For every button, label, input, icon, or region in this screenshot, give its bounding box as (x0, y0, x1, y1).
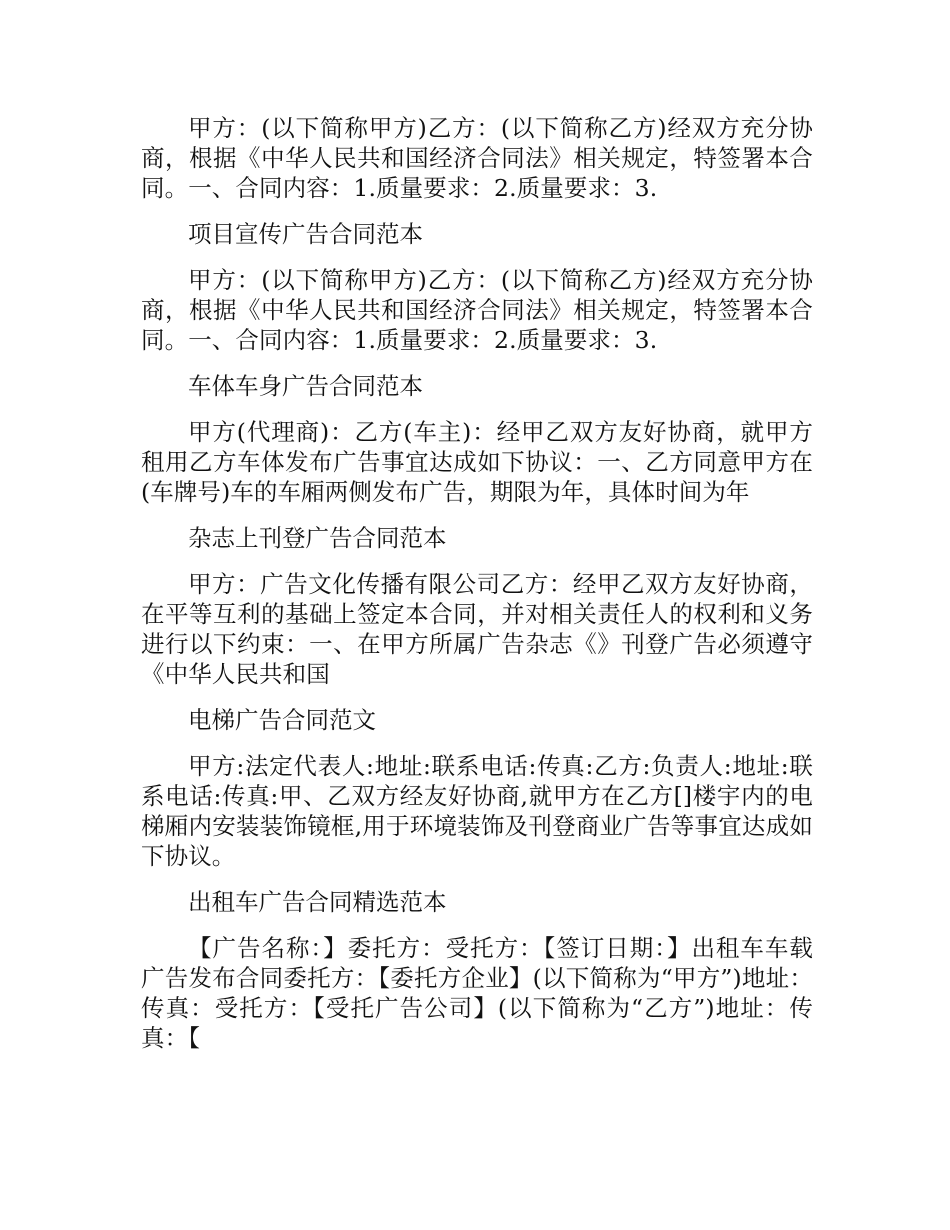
paragraph-6: 【广告名称：】委托方：受托方：【签订日期：】出租车车载广告发布合同委托方：【委托方企业】(以下简称为“甲方”)地址：传真：受托方：【受托广告公司】(以下简称为“乙方”)地址：传真：【 (141, 934, 813, 1052)
paragraph-5: 甲方:法定代表人:地址:联系电话:传真:乙方:负责人:地址:联系电话:传真:甲、乙双方经友好协商,就甲方在乙方[]楼宇内的电梯厢内安装装饰镜框,用于环境装饰及刊登商业广告等事宜达成如下协议。 (141, 752, 813, 870)
heading-taxi-ad-contract: 出租车广告合同精选范本 (188, 888, 447, 916)
heading-magazine-ad-contract: 杂志上刊登广告合同范本 (188, 524, 447, 552)
paragraph-1: 甲方：(以下简称甲方)乙方：(以下简称乙方)经双方充分协商，根据《中华人民共和国经济合同法》相关规定，特签署本合同。一、合同内容：1.质量要求：2.质量要求：3. (141, 114, 813, 202)
paragraph-4: 甲方：广告文化传播有限公司乙方：经甲乙双方友好协商，在平等互利的基础上签定本合同，并对相关责任人的权利和义务进行以下约束：一、在甲方所属广告杂志《》刊登广告必须遵守《中华人民共和国 (141, 570, 813, 688)
paragraph-2: 甲方：(以下简称甲方)乙方：(以下简称乙方)经双方充分协商，根据《中华人民共和国经济合同法》相关规定，特签署本合同。一、合同内容：1.质量要求：2.质量要求：3. (141, 266, 813, 354)
document-body (141, 113, 813, 1069)
heading-project-ad-contract: 项目宣传广告合同范本 (188, 220, 423, 248)
heading-vehicle-body-ad-contract: 车体车身广告合同范本 (188, 372, 423, 400)
heading-elevator-ad-contract: 电梯广告合同范文 (188, 706, 376, 734)
paragraph-3: 甲方(代理商)：乙方(车主)：经甲乙双方友好协商，就甲方租用乙方车体发布广告事宜达成如下协议：一、乙方同意甲方在(车牌号)车的车厢两侧发布广告，期限为年，具体时间为年 (141, 418, 813, 506)
